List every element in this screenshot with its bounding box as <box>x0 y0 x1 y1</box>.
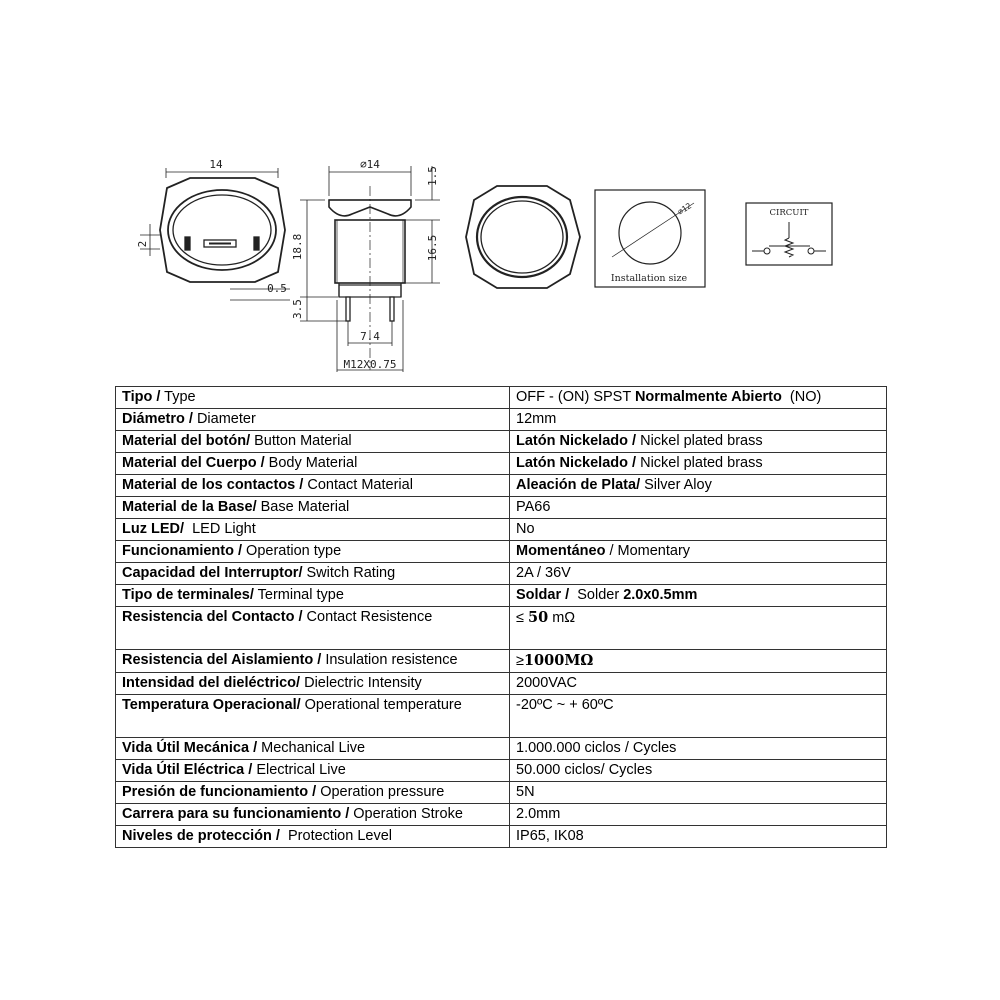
spec-label-en: Electrical Live <box>252 762 346 778</box>
spec-value-cell <box>510 453 887 475</box>
spec-value-cell <box>510 826 887 848</box>
spec-value-part: / Momentary <box>605 543 691 559</box>
spec-label-en: Base Material <box>256 499 350 515</box>
spec-value-part: 2A / 36V <box>516 565 571 581</box>
spec-label-es: Niveles de protección / <box>122 828 280 844</box>
spec-value-cell <box>510 519 887 541</box>
spec-label-es: Material de la Base/ <box>122 499 257 515</box>
dim-total-height: 18.8 <box>291 233 304 261</box>
technical-drawing <box>0 0 1000 380</box>
spec-value-part: 50 <box>528 609 549 626</box>
spec-label-en: Operational temperature <box>300 697 462 713</box>
spec-label-es: Capacidad del Interruptor/ <box>122 565 303 581</box>
spec-label-es: Funcionamiento / <box>122 543 243 559</box>
spec-value-part: 2.0mm <box>516 806 561 822</box>
spec-label-cell <box>116 607 510 650</box>
spec-row <box>116 563 887 585</box>
spec-value-part: Latón Nickelado / <box>516 433 637 449</box>
spec-value-part: Soldar / <box>516 587 570 603</box>
spec-label-es: Vida Útil Mecánica / <box>122 740 258 756</box>
dim-front-width: 14 <box>209 158 223 171</box>
spec-row <box>116 607 887 650</box>
spec-label-cell <box>116 453 510 475</box>
spec-label-en: Contact Material <box>303 477 413 493</box>
spec-label-es: Tipo de terminales/ <box>122 587 254 603</box>
dim-pin-length: 3.5 <box>291 299 304 319</box>
spec-label-en: Body Material <box>264 455 358 471</box>
dim-hole-diameter: ⌀12 <box>676 201 694 217</box>
spec-label-es: Tipo / <box>122 389 161 405</box>
spec-label-en: Operation type <box>242 543 342 559</box>
spec-label-en: Protection Level <box>279 828 392 844</box>
spec-label-cell <box>116 695 510 738</box>
spec-value-part: IP65, IK08 <box>516 828 584 844</box>
dim-front-slot: 2 <box>136 240 149 248</box>
spec-label-cell <box>116 497 510 519</box>
spec-row <box>116 760 887 782</box>
dim-body-height: 16.5 <box>426 234 439 262</box>
spec-value-part: Solder <box>569 587 624 603</box>
spec-value-part: (NO) <box>781 389 822 405</box>
spec-value-part: Nickel plated brass <box>636 455 763 471</box>
spec-label-en: Switch Rating <box>302 565 396 581</box>
spec-row <box>116 497 887 519</box>
spec-value-cell <box>510 497 887 519</box>
installation-caption: Installation size <box>610 273 688 284</box>
spec-label-en: Contact Resistence <box>302 609 433 625</box>
spec-value-cell <box>510 431 887 453</box>
spec-label-en: Operation Stroke <box>349 806 463 822</box>
spec-label-es: Vida Útil Eléctrica / <box>122 762 253 778</box>
spec-table-body <box>116 387 887 848</box>
dim-top-thickness: 1.5 <box>426 166 439 186</box>
spec-label-en: Terminal type <box>253 587 344 603</box>
spec-label-cell <box>116 585 510 607</box>
spec-label-cell <box>116 431 510 453</box>
spec-row <box>116 431 887 453</box>
spec-label-en: Diameter <box>192 411 256 427</box>
spec-value-cell <box>510 673 887 695</box>
spec-row <box>116 585 887 607</box>
spec-table <box>115 386 887 848</box>
spec-label-cell <box>116 782 510 804</box>
front-view <box>140 168 290 300</box>
spec-row <box>116 453 887 475</box>
spec-value-cell <box>510 387 887 409</box>
spec-row <box>116 650 887 673</box>
spec-value-part: Momentáneo <box>516 543 606 559</box>
spec-label-cell <box>116 563 510 585</box>
spec-value-cell <box>510 804 887 826</box>
spec-row <box>116 409 887 431</box>
spec-value-part: Normalmente Abierto <box>634 389 782 405</box>
spec-value-part: OFF - (ON) SPST <box>516 389 635 405</box>
spec-label-cell <box>116 409 510 431</box>
spec-value-cell <box>510 760 887 782</box>
spec-row <box>116 387 887 409</box>
spec-value-cell <box>510 782 887 804</box>
spec-label-en: Mechanical Live <box>257 740 366 756</box>
spec-value-part: Nickel plated brass <box>636 433 763 449</box>
dim-base-gap: 0.5 <box>267 282 287 295</box>
spec-value-part: No <box>516 521 535 537</box>
spec-label-cell <box>116 541 510 563</box>
spec-value-part: 12mm <box>516 411 557 427</box>
spec-label-en: Button Material <box>250 433 352 449</box>
spec-value-cell <box>510 695 887 738</box>
spec-value-part: 2000VAC <box>516 675 577 691</box>
spec-value-cell <box>510 409 887 431</box>
spec-row <box>116 804 887 826</box>
back-view <box>466 186 580 288</box>
spec-value-part: PA66 <box>516 499 551 515</box>
spec-value-part: ≤ <box>516 610 528 626</box>
spec-label-es: Diámetro / <box>122 411 193 427</box>
spec-label-en: Dielectric Intensity <box>300 675 422 691</box>
dim-thread: M12X0.75 <box>343 358 397 371</box>
spec-label-en: Operation pressure <box>316 784 445 800</box>
spec-label-es: Resistencia del Contacto / <box>122 609 303 625</box>
spec-label-en: Insulation resistence <box>321 652 458 668</box>
spec-label-es: Intensidad del dieléctrico/ <box>122 675 301 691</box>
spec-value-cell <box>510 563 887 585</box>
spec-row <box>116 475 887 497</box>
spec-row <box>116 541 887 563</box>
spec-value-part: Latón Nickelado / <box>516 455 637 471</box>
spec-value-part: 1.000.000 ciclos / Cycles <box>516 740 677 756</box>
spec-row <box>116 695 887 738</box>
circuit-caption: CIRCUIT <box>769 208 809 218</box>
spec-value-part: 2.0x0.5mm <box>623 587 698 603</box>
spec-label-en: LED Light <box>184 521 256 537</box>
dim-body-diameter: ⌀14 <box>360 158 380 171</box>
spec-label-es: Presión de funcionamiento / <box>122 784 317 800</box>
spec-label-cell <box>116 475 510 497</box>
spec-value-cell <box>510 541 887 563</box>
spec-label-en: Type <box>160 389 196 405</box>
spec-label-es: Luz LED/ <box>122 521 185 537</box>
spec-label-cell <box>116 804 510 826</box>
spec-value-cell <box>510 475 887 497</box>
spec-label-cell <box>116 387 510 409</box>
spec-label-es: Material de los contactos / <box>122 477 304 493</box>
spec-label-es: Resistencia del Aislamiento / <box>122 652 322 668</box>
spec-label-cell <box>116 519 510 541</box>
spec-label-es: Temperatura Operacional/ <box>122 697 301 713</box>
spec-row <box>116 826 887 848</box>
dim-pin-spacing: 7.4 <box>360 330 380 343</box>
spec-value-part: -20ºC ~ + 60ºC <box>516 697 614 713</box>
spec-value-part: 50.000 ciclos/ Cycles <box>516 762 653 778</box>
spec-row <box>116 738 887 760</box>
spec-value-part: ≥ <box>516 653 524 669</box>
spec-value-part: mΩ <box>548 610 576 626</box>
spec-label-es: Carrera para su funcionamiento / <box>122 806 350 822</box>
spec-label-cell <box>116 673 510 695</box>
spec-label-cell <box>116 650 510 673</box>
spec-value-cell <box>510 738 887 760</box>
spec-value-cell <box>510 650 887 673</box>
spec-value-part: Aleación de Plata/ <box>516 477 641 493</box>
spec-value-part: Silver Aloy <box>640 477 712 493</box>
spec-value-cell <box>510 607 887 650</box>
spec-row <box>116 673 887 695</box>
spec-label-es: Material del Cuerpo / <box>122 455 265 471</box>
spec-label-es: Material del botón/ <box>122 433 251 449</box>
spec-label-cell <box>116 760 510 782</box>
spec-row <box>116 782 887 804</box>
spec-value-part: 5N <box>516 784 535 800</box>
spec-value-part: 1000MΩ <box>523 652 594 669</box>
spec-label-cell <box>116 826 510 848</box>
spec-row <box>116 519 887 541</box>
spec-label-cell <box>116 738 510 760</box>
spec-value-cell <box>510 585 887 607</box>
